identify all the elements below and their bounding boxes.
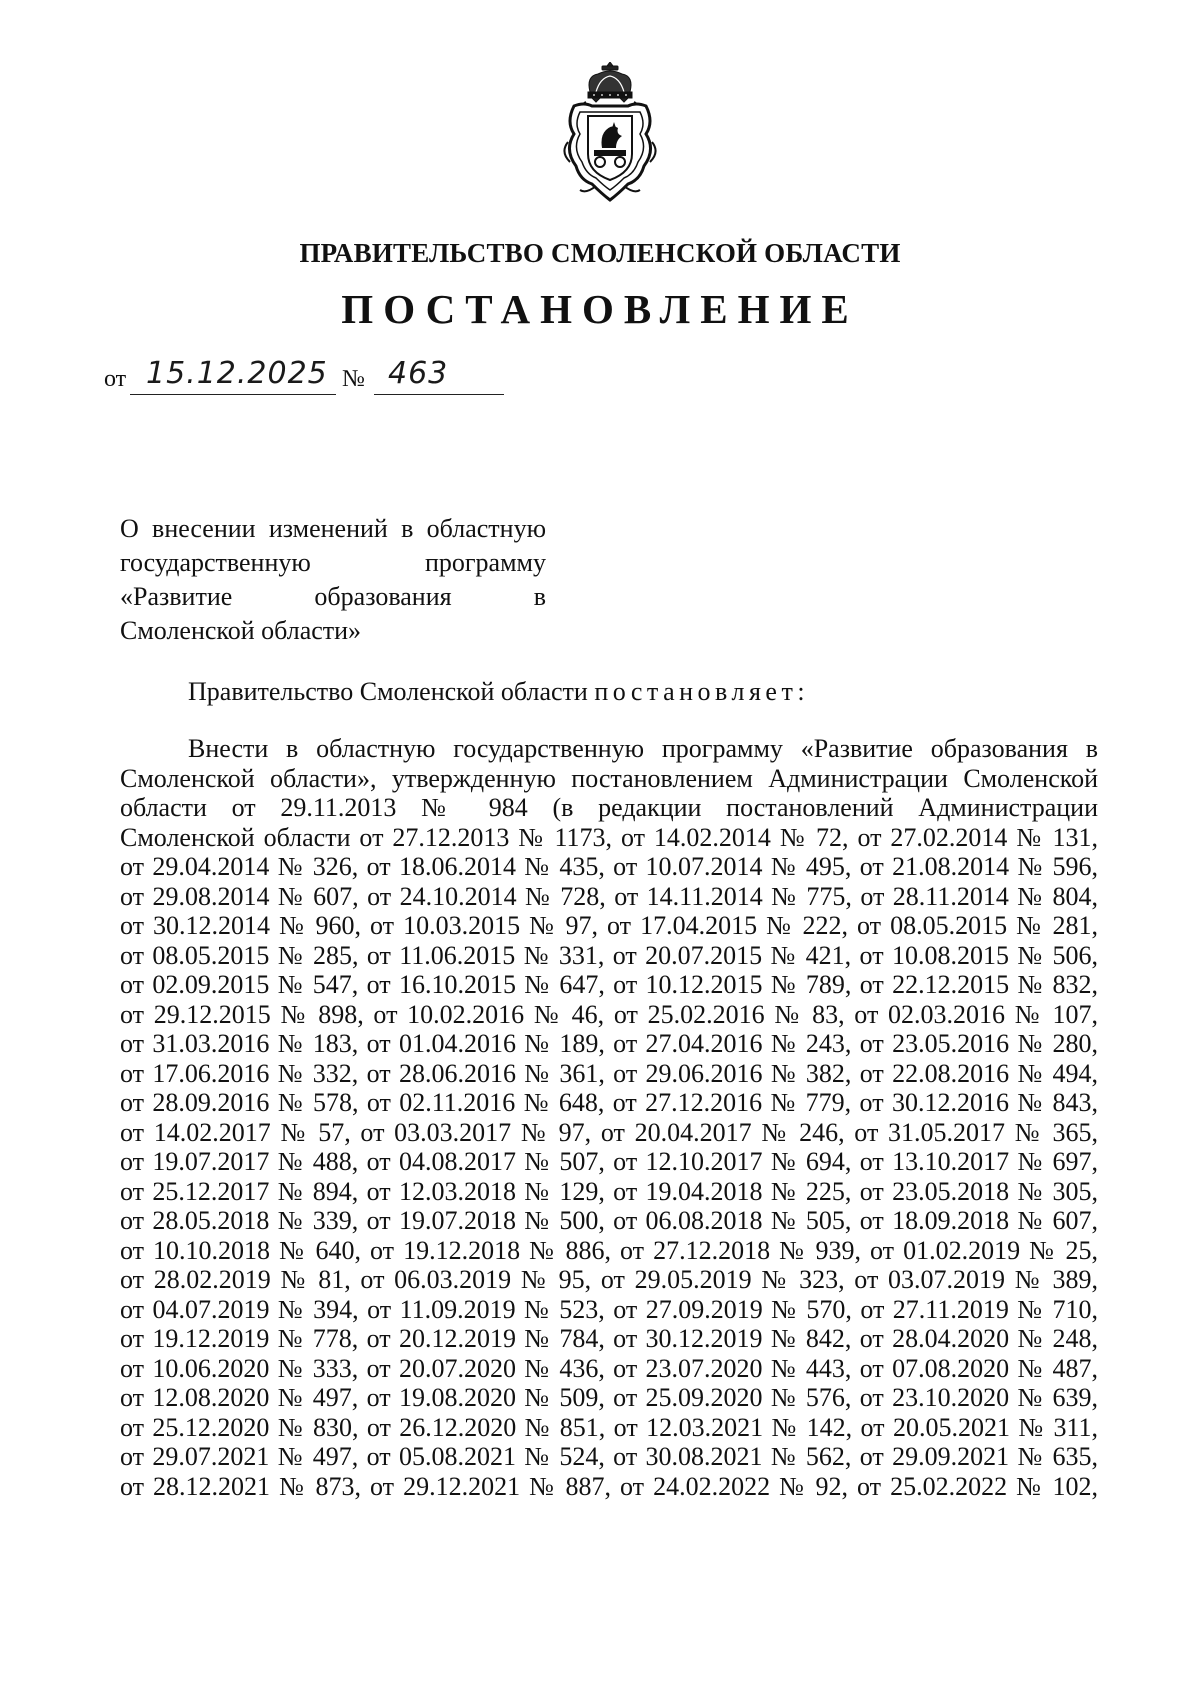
subject-block xyxy=(120,512,546,648)
number-underline xyxy=(374,394,504,395)
subject-line: «Развитие образования в xyxy=(120,582,546,611)
body-line: от 02.09.2015 № 547, от 16.10.2015 № 647, от 10.12.2015 № 789, от 22.12.2015 № 832, xyxy=(120,970,1098,999)
body-line: Внести в областную государственную программу «Развитие образования в xyxy=(188,734,1098,763)
document-date: 15.12.2025 xyxy=(146,356,328,391)
date-prefix: от xyxy=(104,366,127,392)
body-line: от 25.12.2017 № 894, от 12.03.2018 № 129, от 19.04.2018 № 225, от 23.05.2018 № 305, xyxy=(120,1176,1098,1206)
body-line: от 10.10.2018 № 640, от 19.12.2018 № 886, от 27.12.2018 № 939, от 01.02.2019 № 25, xyxy=(120,1235,1098,1265)
body-line: от 10.06.2020 № 333, от 20.07.2020 № 436, от 23.07.2020 № 443, от 07.08.2020 № 487, xyxy=(120,1353,1098,1383)
body-line: от 08.05.2015 № 285, от 11.06.2015 № 331, от 20.07.2015 № 421, от 10.08.2015 № 506, xyxy=(120,940,1098,970)
body-line: от 29.12.2015 № 898, от 10.02.2016 № 46, от 25.02.2016 № 83, от 02.03.2016 № 107, xyxy=(120,999,1098,1029)
subject-line: Смоленской области» xyxy=(120,616,362,645)
body-line: от 12.08.2020 № 497, от 19.08.2020 № 509, от 25.09.2020 № 576, от 23.10.2020 № 639, xyxy=(120,1383,1098,1412)
body-paragraph xyxy=(120,734,1098,1501)
body-line: от 29.04.2014 № 326, от 18.06.2014 № 435, от 10.07.2014 № 495, от 21.08.2014 № 596, xyxy=(120,852,1098,881)
body-line: от 30.12.2014 № 960, от 10.03.2015 № 97, от 17.04.2015 № 222, от 08.05.2015 № 281, xyxy=(120,911,1098,940)
date-number-line xyxy=(104,356,544,400)
body-line: от 19.07.2017 № 488, от 04.08.2017 № 507, от 12.10.2017 № 694, от 13.10.2017 № 697, xyxy=(120,1147,1098,1176)
body-line: от 28.05.2018 № 339, от 19.07.2018 № 500, от 06.08.2018 № 505, от 18.09.2018 № 607, xyxy=(120,1206,1098,1235)
body-line: от 28.12.2021 № 873, от 29.12.2021 № 887, от 24.02.2022 № 92, от 25.02.2022 № 102, xyxy=(120,1471,1098,1501)
body-line: Смоленской области от 27.12.2013 № 1173, от 14.02.2014 № 72, от 27.02.2014 № 131, xyxy=(120,822,1098,852)
body-line: от 14.02.2017 № 57, от 03.03.2017 № 97, от 20.04.2017 № 246, от 31.05.2017 № 365, xyxy=(120,1117,1098,1147)
number-prefix: № xyxy=(342,366,365,392)
body-line: от 29.08.2014 № 607, от 24.10.2014 № 728, от 14.11.2014 № 775, от 28.11.2014 № 804, xyxy=(120,881,1098,911)
document-number: 463 xyxy=(388,356,449,391)
body-line: от 17.06.2016 № 332, от 28.06.2016 № 361, от 29.06.2016 № 382, от 22.08.2016 № 494, xyxy=(120,1058,1098,1088)
document-type-title: ПОСТАНОВЛЕНИЕ xyxy=(341,286,859,332)
date-underline xyxy=(130,394,336,395)
body-line: от 19.12.2019 № 778, от 20.12.2019 № 784, от 30.12.2019 № 842, от 28.04.2020 № 248, xyxy=(120,1324,1098,1353)
subject-line: О внесении изменений в областную xyxy=(120,514,546,543)
organization-title: ПРАВИТЕЛЬСТВО СМОЛЕНСКОЙ ОБЛАСТИ xyxy=(299,238,901,268)
body-line: от 31.03.2016 № 183, от 01.04.2016 № 189, от 27.04.2016 № 243, от 23.05.2016 № 280, xyxy=(120,1029,1098,1058)
resolution-intro xyxy=(188,677,809,707)
intro-text: Правительство Смоленской области xyxy=(188,677,588,706)
subject-line: государственную программу xyxy=(120,548,546,577)
body-line: от 25.12.2020 № 830, от 26.12.2020 № 851, от 12.03.2021 № 142, от 20.05.2021 № 311, xyxy=(120,1412,1098,1442)
body-line: от 28.02.2019 № 81, от 06.03.2019 № 95, от 29.05.2019 № 323, от 03.07.2019 № 389, xyxy=(120,1265,1098,1294)
body-line: от 29.07.2021 № 497, от 05.08.2021 № 524, от 30.08.2021 № 562, от 29.09.2021 № 635, xyxy=(120,1442,1098,1471)
body-line: Смоленской области», утвержденную постановлением Администрации Смоленской xyxy=(120,763,1098,793)
body-line: от 04.07.2019 № 394, от 11.09.2019 № 523, от 27.09.2019 № 570, от 27.11.2019 № 710, xyxy=(120,1294,1098,1324)
coat-of-arms-icon xyxy=(556,62,664,202)
body-line: от 28.09.2016 № 578, от 02.11.2016 № 648, от 27.12.2016 № 779, от 30.12.2016 № 843, xyxy=(120,1088,1098,1117)
intro-spaced-verb: постановляет: xyxy=(594,677,810,706)
body-line: области от 29.11.2013 № 984 (в редакции постановлений Администрации xyxy=(120,793,1098,822)
